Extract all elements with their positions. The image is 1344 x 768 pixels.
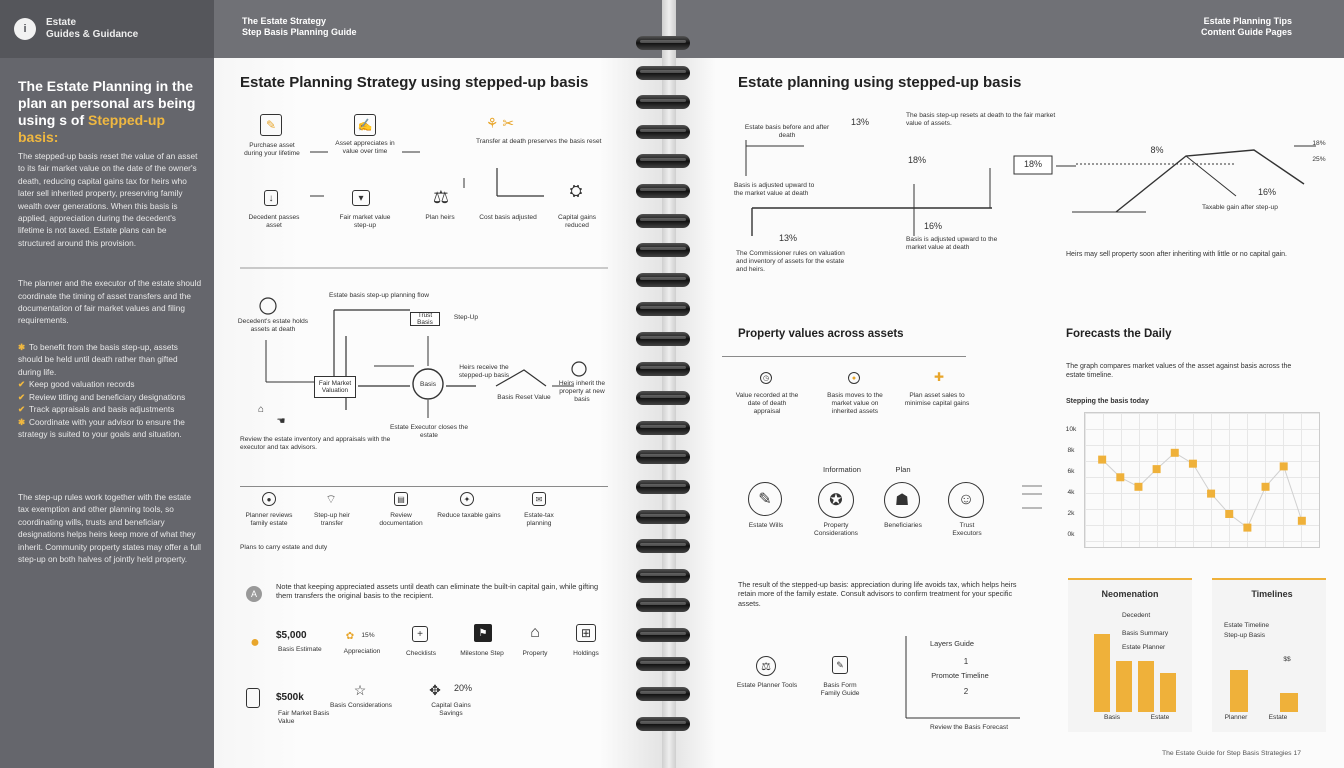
diagram-label: Heirs receive the stepped-up basis: [458, 364, 510, 379]
lamp-icon: ⛭: [569, 183, 583, 200]
stat-value: 15%: [361, 632, 375, 639]
flow-label: Capital gains reduced: [557, 214, 597, 229]
pct-label: 25%: [1312, 156, 1326, 163]
stat-label: Property: [522, 650, 548, 657]
stat-value: $5,000: [276, 630, 307, 641]
check-icon: ✔: [18, 379, 25, 390]
pct-label: 16%: [1257, 187, 1276, 197]
row3-caption: Plans to carry estate and duty: [240, 544, 328, 551]
right-page-title: Estate planning using stepped-up basis: [738, 74, 1022, 91]
info-text: Note that keeping appreciated assets until death can eliminate the built-in capital gain, while gifting them transfers the original basis to the recipient.: [276, 582, 599, 600]
briefcase-icon: ⌂: [257, 403, 265, 415]
spiral-ring: [636, 480, 690, 494]
y-tick-label: 2k: [1067, 510, 1075, 517]
box-value: 18%: [1023, 159, 1042, 169]
certificate-icon: ✍: [354, 114, 376, 136]
heading-highlight: Stepped-up basis:: [18, 112, 165, 145]
chart-right-note: Heirs may sell property soon after inheriting with little or no capital gain.: [1066, 251, 1287, 258]
stat-label: Capital Gains Savings: [431, 702, 471, 717]
chart-bottom-note: Basis is adjusted upward to the market value at death: [734, 182, 815, 197]
pct-label: 18%: [907, 155, 926, 165]
hand-icon: ☚: [276, 415, 286, 427]
spiral-ring: [636, 214, 690, 228]
bottom-icon-label: Basis Form Family Guide: [820, 682, 860, 697]
bullet-item: [18, 378, 202, 391]
left-page-title: Estate Planning Strategy using stepped-up basis: [240, 74, 589, 91]
stat-value: $500k: [276, 692, 304, 703]
bottom-icon-label: Estate Planner Tools: [736, 682, 798, 689]
circle-label: Estate Wills: [748, 522, 784, 529]
bar: [1160, 673, 1176, 712]
spiral-ring: [636, 450, 690, 464]
badge-icon: ✪: [818, 482, 854, 518]
panel-tick: Basis: [1103, 714, 1121, 721]
flow-label: Fair market value step-up: [339, 214, 391, 229]
spiral-ring: [636, 628, 690, 642]
building-icon: ⊞: [576, 624, 596, 642]
panel-item: Basis Summary: [1122, 630, 1169, 637]
bar: [1116, 661, 1132, 712]
bullet-text: Review titling and beneficiary designations: [28, 391, 186, 402]
divider: [240, 486, 608, 487]
basket-icon: ⌔: [325, 491, 337, 506]
people-icon: ⚘ ✂: [485, 114, 515, 131]
y-tick-label: 0k: [1067, 531, 1075, 538]
chart-mid-note: The Commissioner rules on valuation and inventory of assets for the estate and heirs.: [736, 250, 845, 273]
diagram-bottom-note: Review the estate inventory and appraisals with the executor and tax advisors.: [240, 436, 391, 451]
sidebar-bullets: [0, 341, 214, 441]
bottom-text: The result of the stepped-up basis: appreciation during life avoids tax, which helps heirs retain more of the family estate. Consult advisors to confirm treatment for your specific assets.: [738, 580, 1017, 608]
spiral-ring: [636, 36, 690, 50]
bullet-item: [18, 391, 202, 404]
spiral-ring: [636, 154, 690, 168]
stat-label: Checklists: [405, 650, 437, 657]
daily-text: The graph compares market values of the asset against basis across the estate timeline.: [1066, 363, 1292, 379]
spiral-ring: [636, 598, 690, 612]
footer-text: The Estate Guide for Step Basis Strategies: [1162, 750, 1292, 757]
trust-box: Trust Basis: [410, 312, 440, 326]
legend-item: 1: [963, 657, 969, 666]
spiral-ring: [636, 125, 690, 139]
spiral-ring: [636, 569, 690, 583]
spiral-ring: [636, 95, 690, 109]
bar: [1280, 693, 1298, 712]
mid-label: Information: [823, 465, 861, 474]
spiral-ring: [636, 273, 690, 287]
mini-caption: Review the Basis Forecast: [929, 724, 1009, 731]
spiral-ring: [636, 332, 690, 346]
tray-icon: ▾: [352, 190, 370, 206]
scales-icon: ⚖: [432, 186, 450, 207]
flow-label: Plan heirs: [425, 214, 455, 221]
brand-line-2: Guides & Guidance: [46, 29, 139, 40]
sidebar-heading: [0, 58, 214, 146]
document-icon: ✎: [260, 114, 282, 136]
lightbulb-icon: ✦: [460, 492, 474, 506]
diagram-left-note: Decedent's estate holds assets at death: [237, 318, 309, 333]
panel-item: Estate Planner: [1122, 644, 1166, 651]
pct-label: 13%: [850, 117, 869, 127]
spiral-ring: [636, 421, 690, 435]
person-icon: ☗: [884, 482, 920, 518]
spiral-ring: [636, 657, 690, 671]
stat-label: Basis Estimate: [278, 646, 322, 653]
section-properties: Property values across assets: [738, 328, 904, 340]
brand-line-1: Estate: [46, 17, 77, 28]
page-number[interactable]: 17: [1293, 750, 1302, 757]
stat-label: Holdings: [573, 650, 599, 657]
chart-left-note: Estate basis before and after death: [744, 124, 830, 139]
panel-item: Step-up Basis: [1224, 632, 1266, 639]
flow-label: Transfer at death preserves the basis reset: [476, 138, 602, 145]
bar: [1094, 634, 1110, 712]
note-icon: ✉: [532, 492, 546, 506]
prop-label: Basis moves to the market value on inherited assets: [827, 392, 883, 415]
spiral-ring: [636, 510, 690, 524]
panel-item: Estate Timeline: [1224, 622, 1270, 629]
pct-label: 16%: [923, 221, 942, 231]
brand: [46, 17, 138, 41]
stat-label: Milestone Step: [460, 650, 504, 657]
heading-text: The Estate Planning in the plan an personal ars being using s of: [18, 78, 196, 128]
advisor-icon: ☺: [948, 482, 984, 518]
legend-item: Promote Timeline: [931, 671, 989, 680]
sidebar-paragraph-2: The planner and the executor of the estate should coordinate the timing of asset transfers and the documentation of fair market values and filing requirements.: [18, 278, 202, 326]
panel-value: $$: [1283, 656, 1291, 663]
chart-right-low: Taxable gain after step-up: [1202, 204, 1278, 211]
panel-tick: Planner: [1224, 714, 1248, 721]
circle-label: Trust Executors: [952, 522, 982, 537]
clock-icon: ◷: [760, 372, 772, 384]
spiral-ring: [636, 184, 690, 198]
spiral-ring: [636, 391, 690, 405]
y-tick-label: 6k: [1067, 468, 1075, 475]
grid-icon: +: [412, 626, 428, 642]
prop-label: Plan asset sales to minimise capital gains: [904, 392, 970, 407]
panel-tick: Estate: [1268, 714, 1288, 721]
tools-icon: ▤: [394, 492, 408, 506]
bullet-text: To benefit from the basis step-up, assets should be held until death rather than gifted during life.: [18, 341, 178, 377]
star-icon: ✿: [345, 630, 355, 642]
pct-label: 8%: [1150, 145, 1164, 155]
bullet-item: [18, 403, 202, 416]
bar: [1230, 670, 1248, 712]
row3-label: Reduce taxable gains: [437, 512, 501, 519]
phone-icon: [246, 688, 260, 708]
right-header-line-2: Content Guide Pages: [1200, 27, 1292, 37]
y-tick-label: 8k: [1067, 447, 1075, 454]
section-daily: Forecasts the Daily: [1066, 328, 1172, 340]
stat-label: Fair Market Basis Value: [278, 710, 330, 725]
trophy-icon: ☆: [353, 681, 367, 698]
chart-top-note: The basis step-up resets at death to the fair market value of assets.: [906, 112, 1056, 127]
spiral-ring: [636, 302, 690, 316]
flow-label: Cost basis adjusted: [479, 214, 537, 221]
spiral-ring: [636, 539, 690, 553]
panel-title: Neomenation: [1101, 589, 1159, 599]
panel-item: Decedent: [1122, 612, 1151, 619]
flow-label: Purchase asset during your lifetime: [244, 142, 300, 157]
sidebar-paragraph-3: The step-up rules work together with the estate tax exemption and other planning tools, so coordinating wills, trusts and beneficiary designations helps heirs keep more of what they inherit. Community property states may offer a full step-up on both halves of jointly held property.: [18, 491, 201, 564]
stat-value: 20%: [453, 683, 472, 693]
left-header-line-2: Step Basis Planning Guide: [242, 27, 357, 37]
bullet-text: Keep good valuation records: [28, 379, 135, 390]
spiral-ring: [636, 66, 690, 80]
diagram-mid-note: Estate Executor closes the estate: [389, 424, 469, 439]
sun-icon: ✚: [933, 370, 945, 384]
bullet-mark: ✱: [18, 416, 25, 427]
row3-label: Estate-tax planning: [524, 512, 554, 527]
bullet-item: [18, 341, 202, 379]
bullet-mark: ✱: [18, 341, 25, 352]
legend-item: 2: [963, 687, 969, 696]
row3-label: Review documentation: [379, 512, 423, 527]
bullet-text: Coordinate with your advisor to ensure the strategy is suited to your goals and situation.: [18, 416, 185, 440]
pct-label: 13%: [778, 233, 797, 243]
left-page: [214, 0, 662, 768]
y-tick-label: 4k: [1067, 489, 1075, 496]
handshake-icon: ✥: [429, 681, 441, 698]
stat-label: Appreciation: [343, 648, 381, 655]
flow-label: Decedent passes asset: [248, 214, 300, 229]
bullet-item: [18, 416, 202, 441]
sidebar-topband: [0, 0, 214, 58]
spiral-ring: [636, 362, 690, 376]
prop-label: Value recorded at the date of death appraisal: [735, 392, 799, 415]
scatter-title: Stepping the basis today: [1066, 398, 1149, 405]
flag-icon: ⚑: [474, 624, 492, 642]
document-icon: ✎: [748, 482, 782, 516]
sidebar-paragraph-1: The stepped-up basis reset the value of an asset to its fair market value on the date of the owner's death, reducing capital gains tax for heirs who later sell inherited property, preserving family wealth over generations. When this basis is applied, appreciation during the decedent's lifetime is not taxed. Estate plans can be structured around this provision.: [18, 151, 198, 248]
flow-label: Asset appreciates in value over time: [335, 140, 395, 155]
row3-label: Step-up heir transfer: [314, 512, 350, 527]
info-letter-icon: A: [246, 586, 262, 602]
circle-label: Beneficiaries: [884, 522, 922, 529]
circle-label: Basis: [419, 381, 437, 388]
peak-label: Basis Reset Value: [497, 394, 551, 401]
form-icon: ✎: [832, 656, 848, 674]
check-icon: ✔: [18, 391, 25, 402]
coin-icon: ●: [848, 372, 860, 384]
panel-title: Timelines: [1251, 589, 1293, 599]
diagram-top-label: Estate basis step-up planning flow: [328, 292, 430, 299]
bullet-text: Track appraisals and basis adjustments: [28, 404, 175, 415]
logo-icon[interactable]: i: [14, 18, 36, 40]
row3-label: Planner reviews family estate: [245, 512, 293, 527]
scale-icon: ⚖: [756, 656, 776, 676]
sidebar: [0, 0, 214, 768]
bar: [1138, 661, 1154, 712]
diagram-label: Step-Up: [453, 314, 479, 321]
legend-title: Layers Guide: [930, 639, 974, 648]
user-icon: ●: [262, 492, 276, 506]
right-header-line-1: Estate Planning Tips: [1203, 16, 1292, 26]
panel-tick: Estate: [1150, 714, 1170, 721]
pct-label: 18%: [1312, 140, 1326, 147]
download-icon: ↓: [264, 190, 278, 206]
diagram-end-note: Heirs inherit the property at new basis: [558, 380, 606, 403]
spiral-ring: [636, 243, 690, 257]
mid-label: Plan: [895, 465, 911, 474]
spiral-ring: [636, 717, 690, 731]
alert-icon: ●: [250, 634, 260, 651]
page-footer: [1162, 750, 1301, 757]
valuation-box: Fair Market Valuation: [314, 376, 356, 398]
spiral-ring: [636, 687, 690, 701]
chart-mid-note-2: Basis is adjusted upward to the market value at death: [906, 236, 998, 251]
home-icon: ⌂: [530, 624, 540, 641]
stat-label: Basis Considerations: [330, 702, 392, 709]
left-header-line-1: The Estate Strategy: [242, 16, 327, 26]
right-page: [676, 0, 1344, 768]
y-tick-label: 10k: [1065, 426, 1077, 433]
spiral-binding: [636, 36, 692, 746]
check-icon: ✔: [18, 404, 25, 415]
circle-label: Property Considerations: [814, 522, 858, 537]
